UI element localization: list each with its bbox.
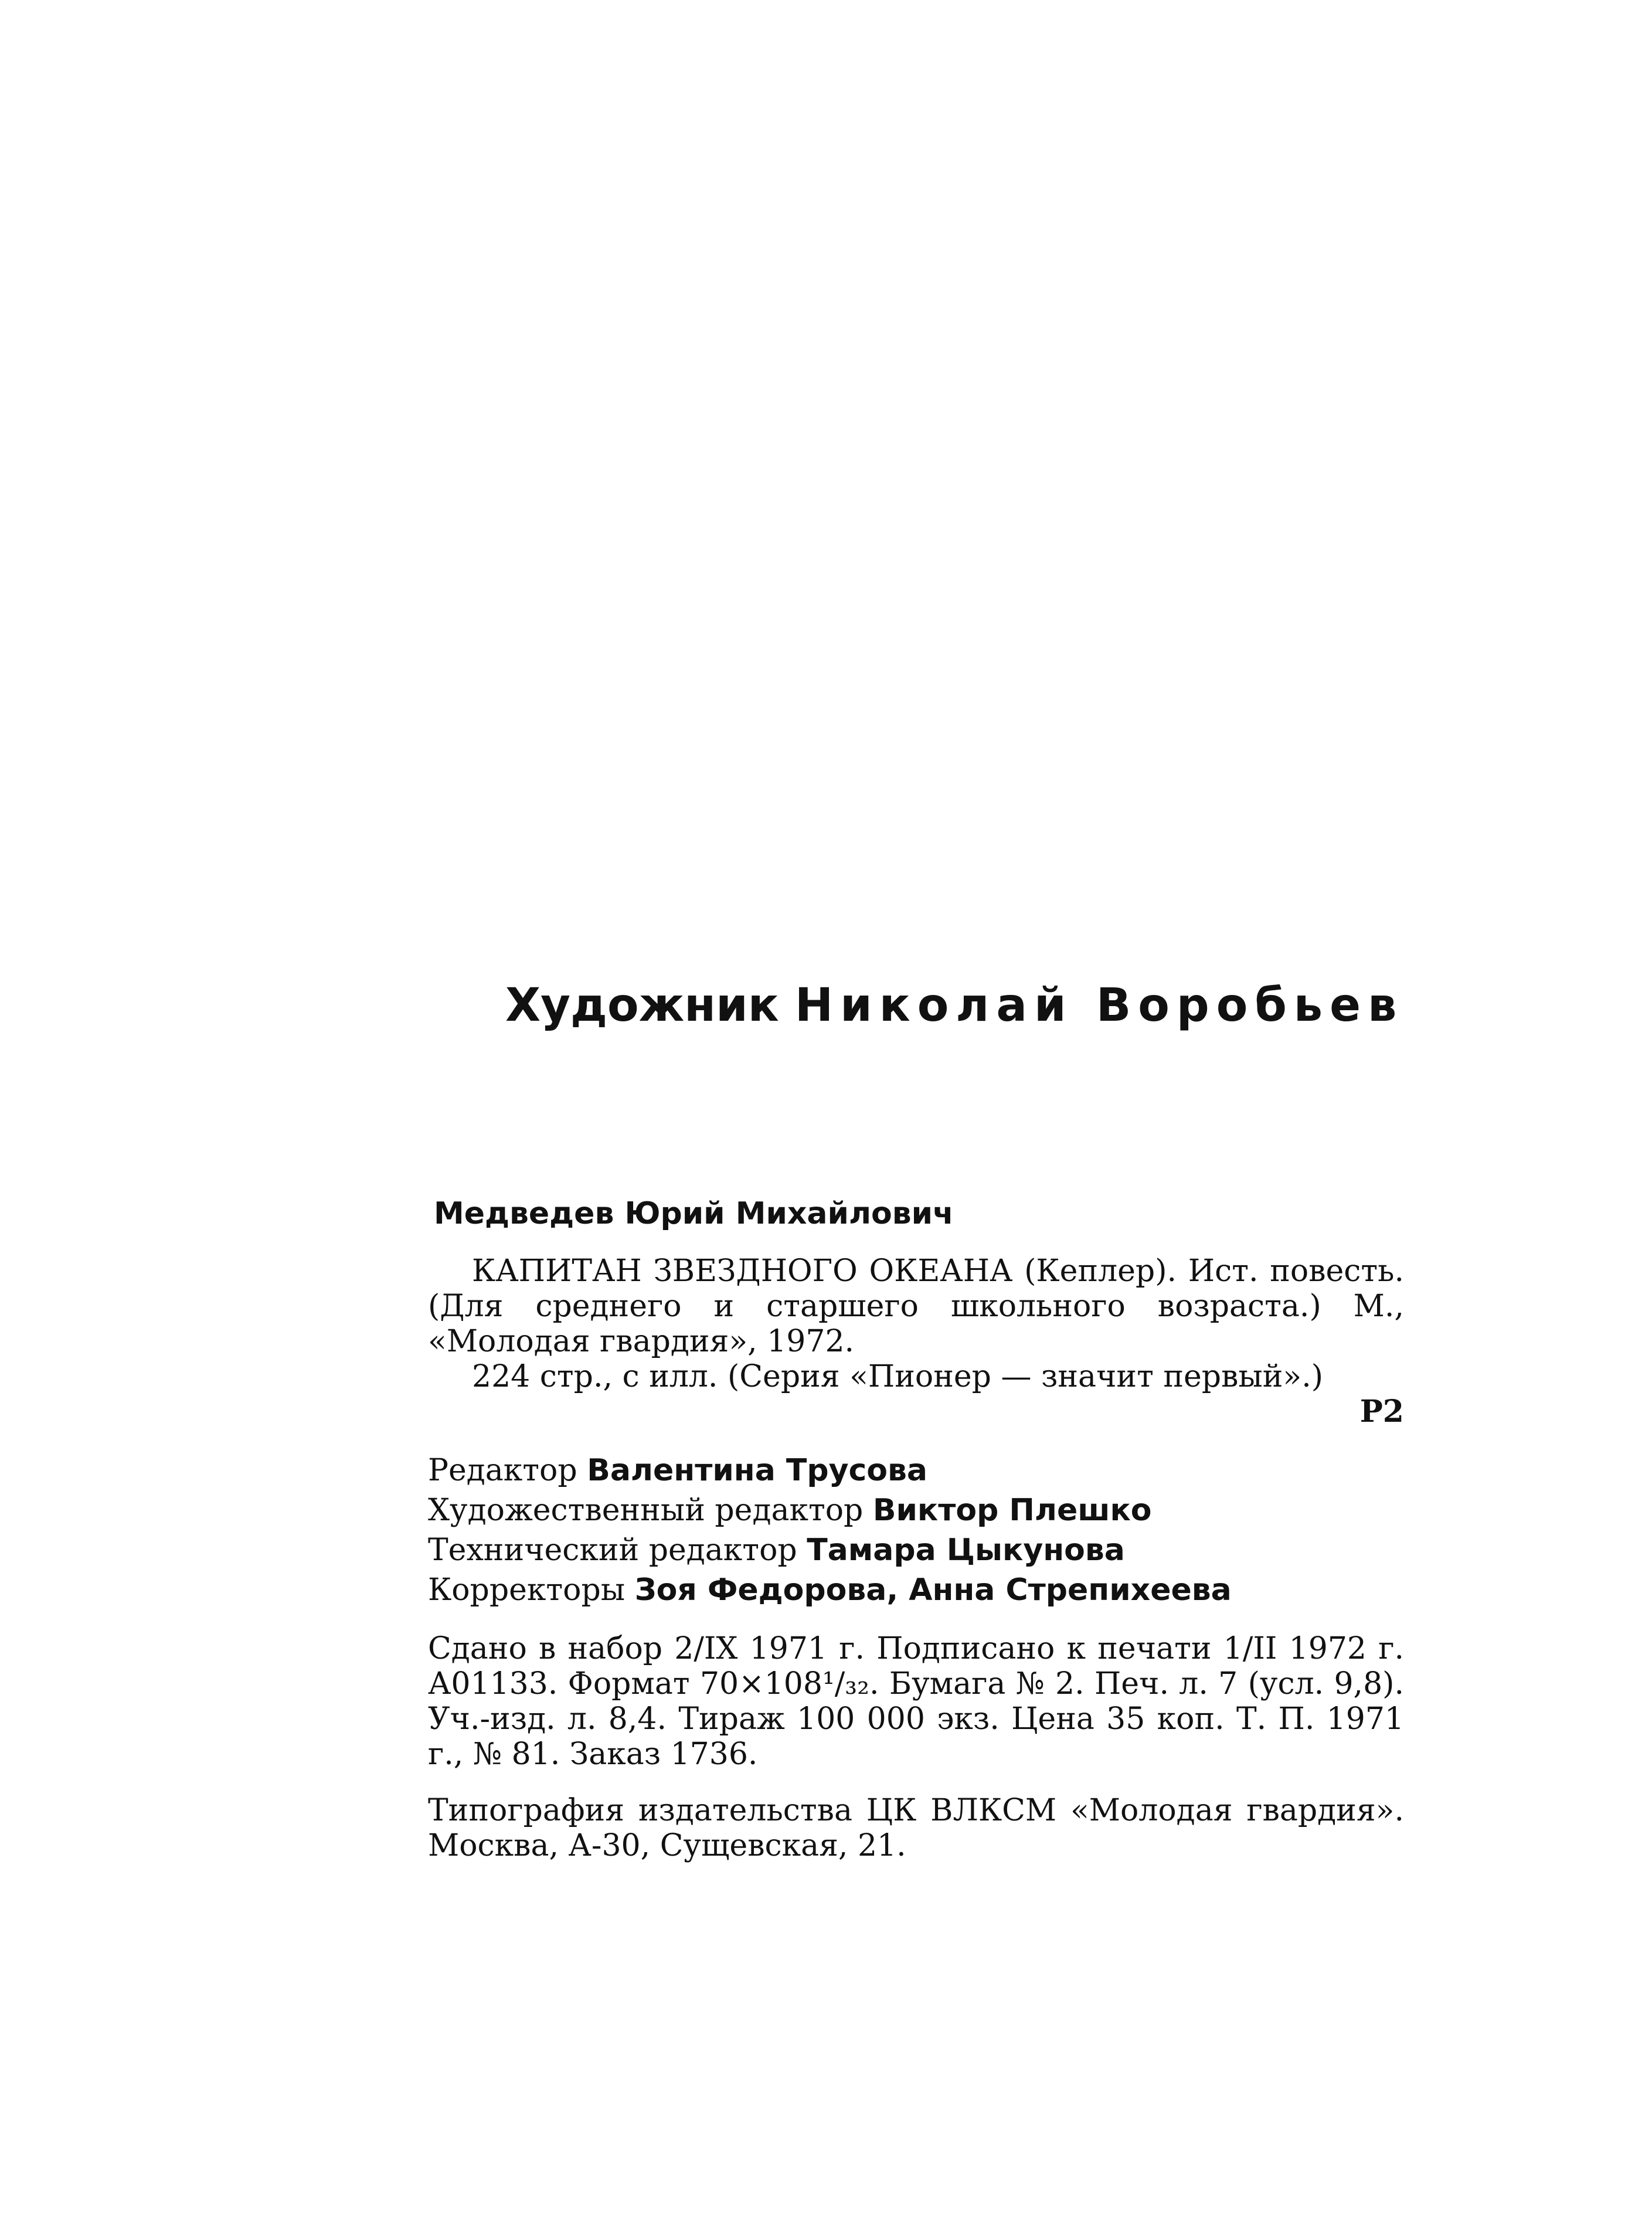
staff-name: Виктор Плешко: [872, 1493, 1152, 1528]
staff-name: Зоя Федорова, Анна Стрепихеева: [634, 1572, 1232, 1608]
staff-credits: [428, 1451, 1404, 1610]
staff-line-editor: [428, 1451, 1404, 1490]
book-description: КАПИТАН ЗВЕЗДНОГО ОКЕАНА (Кеплер). Ист. повесть. (Для среднего и старшего школьного возраста.) М., «Молодая гвардия», 1972.: [428, 1254, 1404, 1359]
staff-name: Валентина Трусова: [587, 1453, 928, 1488]
book-pages-series: 224 стр., с илл. (Серия «Пионер — значит первый».): [472, 1359, 1324, 1394]
print-info: Сдано в набор 2/IX 1971 г. Подписано к печати 1/II 1972 г. А01133. Формат 70×108¹/₃₂. Бумага № 2. Печ. л. 7 (усл. 9,8). Уч.-изд. л. 8,4. Тираж 100 000 экз. Цена 35 коп. Т. П. 1971 г., № 81. Заказ 1736.: [428, 1631, 1404, 1772]
illustrator-name: Николай Воробьев: [794, 979, 1404, 1032]
classification-code: Р2: [1359, 1394, 1404, 1429]
staff-name: Тамара Цыкунова: [807, 1533, 1125, 1568]
book-author: Медведев Юрий Михайлович: [434, 1196, 954, 1231]
illustrator-role: Художник: [505, 979, 779, 1032]
staff-role: Художественный редактор: [428, 1493, 864, 1528]
illustrator-credit: [505, 979, 1404, 1032]
printing-house: Типография издательства ЦК ВЛКСМ «Молодая гвардия». Москва, А-30, Сущевская, 21.: [428, 1793, 1404, 1863]
staff-role: Технический редактор: [428, 1533, 797, 1568]
staff-role: Корректоры: [428, 1572, 626, 1608]
staff-line-art-editor: [428, 1490, 1404, 1530]
staff-role: Редактор: [428, 1453, 577, 1488]
staff-line-proofreaders: [428, 1570, 1404, 1610]
colophon: [428, 1196, 1404, 1863]
staff-line-tech-editor: [428, 1530, 1404, 1570]
